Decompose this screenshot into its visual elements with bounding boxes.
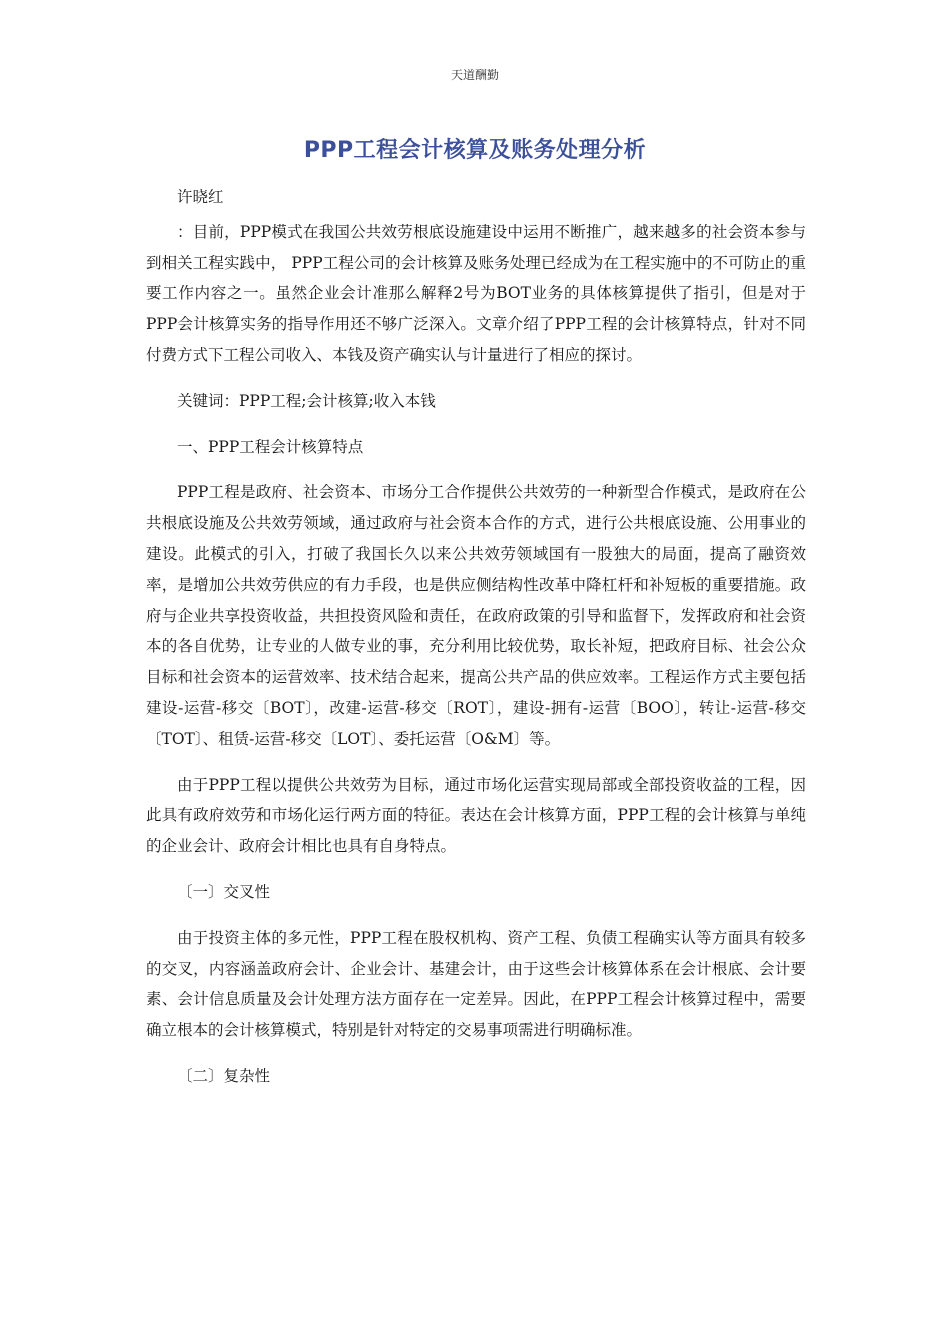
document-body [146, 182, 806, 1092]
page-header: 天道酬勤 [450, 68, 499, 82]
document-title: PPP工程会计核算及账务处理分析 [303, 138, 647, 163]
keywords-line: 关键词：PPP工程;会计核算;收入本钱 [177, 391, 436, 410]
subsection-heading-1: 〔一〕交叉性 [177, 882, 271, 901]
body-paragraph-1: PPP工程是政府、社会资本、市场分工合作提供公共效劳的一种新型合作模式，是政府在公共根底设施及公共效劳领域，通过政府与社会资本合作的方式，进行公共根底设施、公用事业的建设。此模式的引入，打破了我国长久以来公共效劳领域国有一股独大的局面，提高了融资效率，是增加公共效劳供应的有力手段，也是供应侧结构性改革中降杠杆和补短板的重要措施。政府与企业共享投资收益，共担投资风险和责任，在政府政策的引导和监督下，发挥政府和社会资本的各自优势，让专业的人做专业的事，充分利用比较优势，取长补短，把政府目标、社会公众目标和社会资本的运营效率、技术结合起来，提高公共产品的供应效率。工程运作方式主要包括建设-运营-移交〔BOT〕，改建-运营-移交〔ROT〕，建设-拥有-运营〔BOO〕，转让-运营-移交〔TOT〕、租赁-运营-移交〔LOT〕、委托运营〔O&M〕等。 [146, 483, 806, 748]
body-paragraph-2: 由于PPP工程以提供公共效劳为目标，通过市场化运营实现局部或全部投资收益的工程，因此具有政府效劳和市场化运行两方面的特征。表达在会计核算方面，PPP工程的会计核算与单纯的企业会计、政府会计相比也具有自身特点。 [146, 775, 806, 856]
subsection-heading-2: 〔二〕复杂性 [177, 1066, 271, 1085]
author-name: 许晓红 [177, 188, 224, 206]
section-heading-1: 一、PPP工程会计核算特点 [177, 437, 364, 456]
abstract-paragraph: ：目前，PPP模式在我国公共效劳根底设施建设中运用不断推广，越来越多的社会资本参与到相关工程实践中， PPP工程公司的会计核算及账务处理已经成为在工程实施中的不可防止的重要工作内容之一。虽然企业会计准那么解释2号为BOT业务的具体核算提供了指引，但是对于PPP会计核算实务的指导作用还不够广泛深入。文章介绍了PPP工程的会计核算特点，针对不同付费方式下工程公司收入、本钱及资产确实认与计量进行了相应的探讨。 [146, 222, 806, 364]
body-paragraph-3: 由于投资主体的多元性，PPP工程在股权机构、资产工程、负债工程确实认等方面具有较多的交叉，内容涵盖政府会计、企业会计、基建会计，由于这些会计核算体系在会计根底、会计要素、会计信息质量及会计处理方法方面存在一定差异。因此，在PPP工程会计核算过程中，需要确立根本的会计核算模式，特别是针对特定的交易事项需进行明确标准。 [146, 928, 806, 1040]
